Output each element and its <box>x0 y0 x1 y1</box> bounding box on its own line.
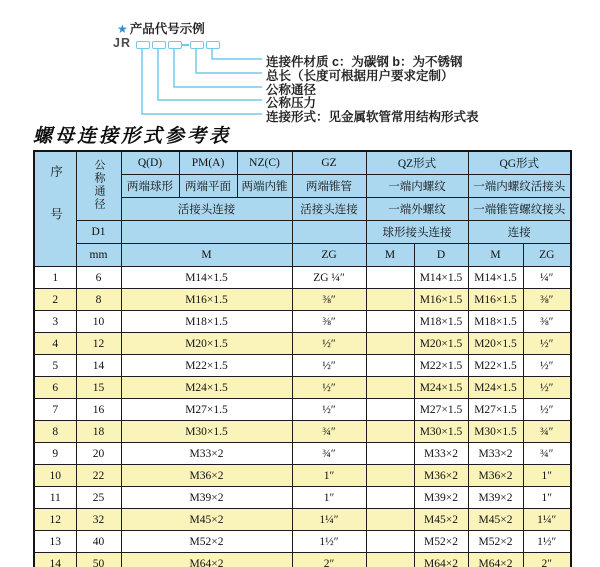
cell-dn: 16 <box>76 399 121 421</box>
cell-m: M22×1.5 <box>121 355 292 377</box>
page-title: 螺母连接形式参考表 <box>33 125 232 147</box>
star-icon: ★ <box>117 22 128 36</box>
header-sub2-qz: 一端外螺纹 <box>366 198 468 221</box>
cell-m: M27×1.5 <box>121 399 292 421</box>
cell-gz: ¾″ <box>292 443 366 465</box>
header-d1: D1 <box>76 221 121 244</box>
cell-dn: 18 <box>76 421 121 443</box>
cell-no: 4 <box>34 333 76 355</box>
cell-qg-zg: 1½″ <box>523 531 571 553</box>
header-qg-unit-zg: ZG <box>523 244 571 267</box>
cell-dn: 25 <box>76 487 121 509</box>
cell-qz-m <box>366 399 414 421</box>
cell-qg-zg: 2″ <box>523 553 571 567</box>
header-col-q: Q(D) <box>121 151 179 175</box>
cell-dn: 22 <box>76 465 121 487</box>
cell-m: M24×1.5 <box>121 377 292 399</box>
cell-no: 2 <box>34 289 76 311</box>
cell-qz-d: M52×2 <box>414 531 468 553</box>
cell-dn: 20 <box>76 443 121 465</box>
header-union-connection: 活接头连接 <box>121 198 292 221</box>
code-box-4 <box>190 41 204 49</box>
cell-no: 11 <box>34 487 76 509</box>
header-qz-unit-d: D <box>414 244 468 267</box>
cell-qz-d: M30×1.5 <box>414 421 468 443</box>
label-form: 连接形式：见金属软管常用结构形式表 <box>266 110 479 124</box>
cell-gz: 1″ <box>292 465 366 487</box>
code-prefix: JR <box>113 36 131 50</box>
cell-qz-m <box>366 531 414 553</box>
cell-m: M45×2 <box>121 509 292 531</box>
cell-gz: 1″ <box>292 487 366 509</box>
cell-gz: ½″ <box>292 377 366 399</box>
header-col-nz: NZ(C) <box>237 151 292 175</box>
header-nominal-diameter-text: 公称通径 <box>93 158 105 211</box>
table-row <box>34 377 571 399</box>
cell-qg-zg: ⅜″ <box>523 289 571 311</box>
table-row <box>34 531 571 553</box>
table-row <box>34 311 571 333</box>
cell-qz-d: M64×2 <box>414 553 468 567</box>
cell-qz-m <box>366 377 414 399</box>
cell-qg-m: M33×2 <box>468 443 523 465</box>
connector-line-diameter <box>174 47 262 87</box>
cell-dn: 6 <box>76 267 121 289</box>
cell-gz: 1¼″ <box>292 509 366 531</box>
cell-no: 8 <box>34 421 76 443</box>
cell-qz-d: M45×2 <box>414 509 468 531</box>
cell-qz-m <box>366 553 414 567</box>
cell-no: 7 <box>34 399 76 421</box>
cell-no: 5 <box>34 355 76 377</box>
cell-qg-zg: 1″ <box>523 465 571 487</box>
cell-gz: ½″ <box>292 355 366 377</box>
label-material: 连接件材质 c：为碳钢 b：为不锈钢 <box>266 55 463 69</box>
cell-dn: 8 <box>76 289 121 311</box>
cell-qg-m: M14×1.5 <box>468 267 523 289</box>
cell-m: M30×1.5 <box>121 421 292 443</box>
header-nominal-diameter <box>76 151 121 221</box>
cell-dn: 10 <box>76 311 121 333</box>
cell-m: M52×2 <box>121 531 292 553</box>
nut-connection-table <box>33 150 572 567</box>
cell-qz-m <box>366 333 414 355</box>
cell-qg-zg: ½″ <box>523 399 571 421</box>
cell-dn: 14 <box>76 355 121 377</box>
cell-qg-m: M16×1.5 <box>468 289 523 311</box>
header-unit-m: M <box>121 244 292 267</box>
header-col-gz: GZ <box>292 151 366 175</box>
cell-qg-zg: ¾″ <box>523 421 571 443</box>
cell-qz-m <box>366 355 414 377</box>
header-empty-2 <box>292 221 366 244</box>
header-sub-gz: 两端锥管 <box>292 175 366 198</box>
cell-gz: ZG ¼″ <box>292 267 366 289</box>
table-row <box>34 487 571 509</box>
cell-dn: 12 <box>76 333 121 355</box>
table-body <box>34 267 571 567</box>
cell-gz: 1½″ <box>292 531 366 553</box>
header-mm: mm <box>76 244 121 267</box>
header-qg-unit-m: M <box>468 244 523 267</box>
cell-qz-d: M24×1.5 <box>414 377 468 399</box>
diagram-title <box>117 19 205 37</box>
cell-qg-m: M52×2 <box>468 531 523 553</box>
cell-qg-zg: ¼″ <box>523 267 571 289</box>
table-row <box>34 443 571 465</box>
code-box-1 <box>136 41 150 49</box>
cell-m: M14×1.5 <box>121 267 292 289</box>
cell-no: 1 <box>34 267 76 289</box>
table-row <box>34 333 571 355</box>
cell-dn: 40 <box>76 531 121 553</box>
label-diameter: 公称通径 <box>266 83 317 97</box>
cell-qg-zg: ¾″ <box>523 443 571 465</box>
cell-no: 3 <box>34 311 76 333</box>
cell-qz-d: M14×1.5 <box>414 267 468 289</box>
cell-no: 9 <box>34 443 76 465</box>
cell-qg-zg: ½″ <box>523 333 571 355</box>
header-unit-zg: ZG <box>292 244 366 267</box>
table-row <box>34 553 571 567</box>
cell-qg-m: M22×1.5 <box>468 355 523 377</box>
cell-qg-m: M30×1.5 <box>468 421 523 443</box>
cell-qz-m <box>366 465 414 487</box>
header-sub2-qg: 一端锥管螺纹接头 <box>468 198 571 221</box>
cell-qg-zg: ½″ <box>523 355 571 377</box>
cell-qg-zg: 1¼″ <box>523 509 571 531</box>
cell-m: M36×2 <box>121 465 292 487</box>
cell-qz-d: M16×1.5 <box>414 289 468 311</box>
table-row <box>34 465 571 487</box>
header-sub-qg: 一端内螺纹活接头 <box>468 175 571 198</box>
header-qz-connection: 球形接头连接 <box>366 221 468 244</box>
table-row <box>34 267 571 289</box>
cell-qg-m: M45×2 <box>468 509 523 531</box>
cell-qg-m: M18×1.5 <box>468 311 523 333</box>
code-dash <box>181 44 189 46</box>
header-sub-pm: 两端平面 <box>179 175 237 198</box>
cell-qz-d: M39×2 <box>414 487 468 509</box>
diagram-title-text: 产品代号示例 <box>129 22 205 36</box>
header-qg-connection: 连接 <box>468 221 571 244</box>
cell-qz-d: M27×1.5 <box>414 399 468 421</box>
header-serial-text: 序号 <box>48 165 63 250</box>
cell-gz: ¾″ <box>292 421 366 443</box>
cell-qg-zg: ½″ <box>523 377 571 399</box>
table-row <box>34 355 571 377</box>
cell-qz-m <box>366 509 414 531</box>
header-sub-nz: 两端内锥 <box>237 175 292 198</box>
cell-qg-m: M64×2 <box>468 553 523 567</box>
cell-m: M39×2 <box>121 487 292 509</box>
cell-gz: ⅜″ <box>292 311 366 333</box>
cell-gz: ½″ <box>292 333 366 355</box>
cell-qg-zg: ⅜″ <box>523 311 571 333</box>
header-col-qz: QZ形式 <box>366 151 468 175</box>
cell-gz: ⅜″ <box>292 289 366 311</box>
header-col-pm: PM(A) <box>179 151 237 175</box>
cell-qg-m: M39×2 <box>468 487 523 509</box>
cell-qz-m <box>366 311 414 333</box>
cell-qg-m: M27×1.5 <box>468 399 523 421</box>
connector-line-length <box>196 47 262 73</box>
table-header <box>34 151 571 267</box>
cell-no: 10 <box>34 465 76 487</box>
cell-qg-zg: 1″ <box>523 487 571 509</box>
cell-qz-d: M33×2 <box>414 443 468 465</box>
table-row <box>34 289 571 311</box>
cell-no: 12 <box>34 509 76 531</box>
cell-m: M20×1.5 <box>121 333 292 355</box>
connector-line-form <box>142 47 262 114</box>
table-row <box>34 421 571 443</box>
cell-qg-m: M24×1.5 <box>468 377 523 399</box>
header-qz-unit-m: M <box>366 244 414 267</box>
cell-qz-m <box>366 487 414 509</box>
code-box-3 <box>168 41 182 49</box>
header-serial <box>34 151 76 267</box>
cell-qz-d: M22×1.5 <box>414 355 468 377</box>
header-sub-q: 两端球形 <box>121 175 179 198</box>
code-box-5 <box>206 41 220 49</box>
cell-m: M33×2 <box>121 443 292 465</box>
cell-qz-d: M36×2 <box>414 465 468 487</box>
cell-gz: ½″ <box>292 399 366 421</box>
code-box-2 <box>152 41 166 49</box>
cell-dn: 15 <box>76 377 121 399</box>
cell-qz-m <box>366 443 414 465</box>
label-length: 总长（长度可根据用户要求定制） <box>266 69 454 83</box>
cell-qz-m <box>366 421 414 443</box>
cell-qz-m <box>366 289 414 311</box>
header-empty-1 <box>121 221 292 244</box>
cell-gz: 2″ <box>292 553 366 567</box>
cell-no: 14 <box>34 553 76 567</box>
cell-m: M64×2 <box>121 553 292 567</box>
cell-qg-m: M36×2 <box>468 465 523 487</box>
table-row <box>34 399 571 421</box>
connector-line-material <box>212 47 262 59</box>
cell-dn: 32 <box>76 509 121 531</box>
cell-no: 6 <box>34 377 76 399</box>
cell-qg-m: M20×1.5 <box>468 333 523 355</box>
header-sub-qz: 一端内螺纹 <box>366 175 468 198</box>
cell-m: M16×1.5 <box>121 289 292 311</box>
cell-qz-d: M20×1.5 <box>414 333 468 355</box>
cell-m: M18×1.5 <box>121 311 292 333</box>
cell-no: 13 <box>34 531 76 553</box>
table-row <box>34 509 571 531</box>
header-gz-connection: 活接头连接 <box>292 198 366 221</box>
header-col-qg: QG形式 <box>468 151 571 175</box>
cell-qz-d: M18×1.5 <box>414 311 468 333</box>
label-pressure: 公称压力 <box>266 96 317 110</box>
cell-qz-m <box>366 267 414 289</box>
cell-dn: 50 <box>76 553 121 567</box>
